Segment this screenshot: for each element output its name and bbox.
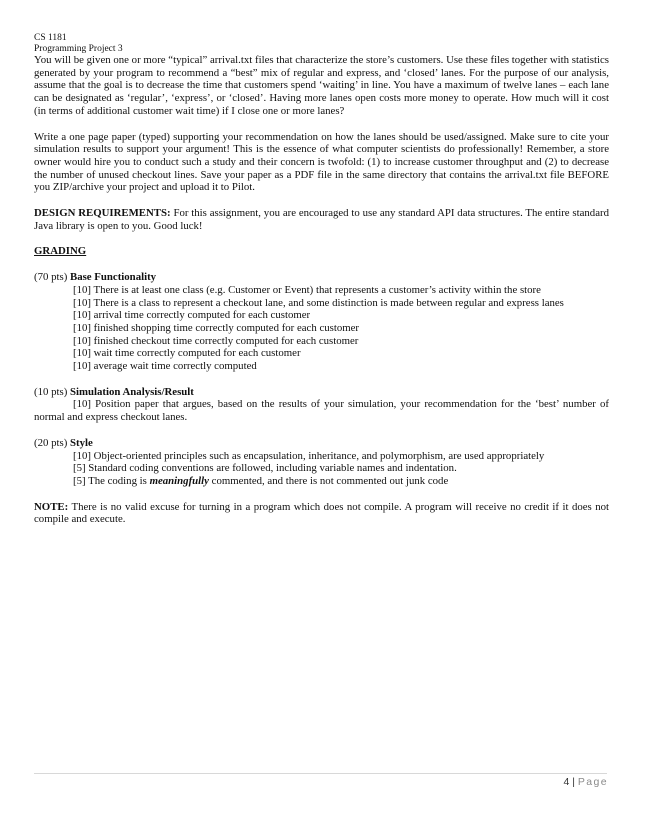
emphasis-meaningfully: meaningfully (149, 474, 209, 487)
list-item: [10] average wait time correctly computed (73, 360, 257, 373)
list-item: [5] Standard coding conventions are followed, including variable names and indentation. (73, 462, 457, 475)
page-number: 4 (563, 776, 570, 788)
list-item: [10] wait time correctly computed for each customer (73, 347, 301, 360)
list-item: [10] finished shopping time correctly computed for each customer (73, 321, 360, 334)
course-code: CS 1181 (34, 33, 67, 43)
design-requirements-text: For this assignment, you are encouraged to use any standard API data structures. The entire standard Java library is open to you. Good luck! (34, 207, 609, 232)
list-item: [10] There is at least one class (e.g. Customer or Event) that represents a customer’s activity within the store (73, 283, 541, 296)
page-content (34, 33, 609, 526)
page-separator: | (569, 776, 578, 788)
style-points: (20 pts) (34, 436, 70, 449)
list-item: [10] finished checkout time correctly computed for each customer (73, 334, 359, 347)
note-text: There is no valid excuse for turning in a program which does not compile. A program will receive no credit if it does not compile and execute. (34, 500, 609, 526)
design-requirements-label: DESIGN REQUIREMENTS: (34, 207, 171, 220)
base-points: (70 pts) (34, 271, 70, 284)
style-title: Style (70, 436, 93, 449)
list-item: [10] arrival time correctly computed for each customer (73, 309, 311, 322)
simulation-section (34, 386, 609, 424)
grading-heading: GRADING (34, 245, 87, 258)
style-heading (34, 437, 609, 450)
paper-paragraph: Write a one page paper (typed) supporting your recommendation on how the lanes should be used/assigned. Make sure to cite your simulation results to support your argument! This is the essence of what computer scientists do professionally! Remember, a store owner would hire you to conduct such a study and their concern is twofold: (1) to increase customer throughput and (2) to decrease the number of unused checkout lines. Save your paper as a PDF file in the same directory that contains the arrival.txt file BEFORE you ZIP/archive your project and upload it to Pilot. (34, 130, 609, 194)
intro-paragraph: You will be given one or more “typical” arrival.txt files that characterize the store’s customers. Use these files together with statistics generated by your program to recommend a “best” mix of regular and express, and ‘closed’ lanes. For the purpose of our analysis, assume that the goal is to decrease the time that customers spend ‘waiting’ in line. You have a maximum of twelve lanes – each lane can be designated as ‘regular’, ‘express’, or ‘closed’. Having more lanes open costs more money to operate. How much will it cost (in terms of additional customer wait time) if I close one or more lanes? (34, 54, 609, 117)
simulation-item: [10] Position paper that argues, based on the results of your simulation, your recommendation for the ‘best’ number of normal and express checkout lanes. (34, 398, 609, 424)
list-item: [5] The coding is meaningfully commented, and there is not commented out junk code (73, 474, 449, 487)
simulation-heading (34, 386, 609, 399)
style-section (34, 437, 609, 488)
base-functionality-section (34, 271, 609, 373)
page-footer (563, 776, 608, 788)
simulation-title: Simulation Analysis/Result (70, 385, 194, 398)
project-title: Programming Project 3 (34, 43, 123, 54)
page-label: Page (577, 776, 608, 788)
simulation-points: (10 pts) (34, 385, 70, 398)
base-title: Base Functionality (70, 271, 157, 284)
note-paragraph (34, 501, 609, 526)
footer-divider (34, 773, 607, 774)
list-item: [10] Object-oriented principles such as encapsulation, inheritance, and polymorphism, are used appropriately (73, 449, 545, 462)
base-functionality-heading (34, 271, 609, 284)
design-requirements-paragraph (34, 207, 609, 232)
note-label: NOTE: (34, 500, 69, 513)
list-item: [10] There is a class to represent a checkout lane, and some distinction is made between regular and express lanes (73, 296, 564, 309)
